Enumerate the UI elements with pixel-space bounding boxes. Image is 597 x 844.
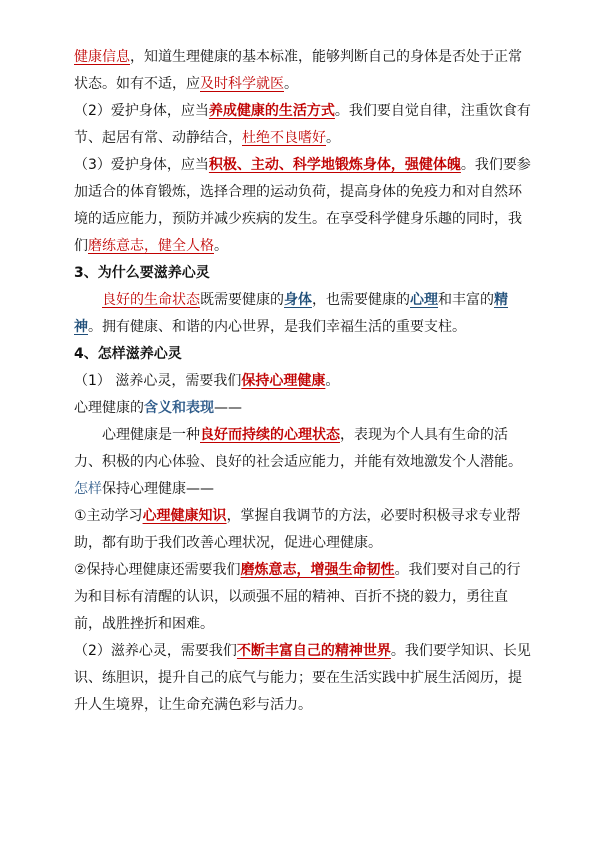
text-segment: 。我们要对自己的行为和目标有清醒的认识，以顽强不屈的精神、百折不挠的毅力，勇往直前，战胜挫折和困难。 [74,562,521,632]
highlight-healthy-lifestyle: 养成健康的生活方式 [208,103,335,119]
text-segment: （1） 滋养心灵，需要我们 [74,373,242,389]
text-segment: 保持心理健康—— [102,481,214,497]
text-segment: 。 [326,130,340,146]
text-segment: （2）爱护身体，应当 [74,103,209,119]
paragraph-care-body-2 [74,98,534,152]
text-segment: 。我们要学知识、长见识、练胆识，提升自己的底气与能力；要在生活实践中扩展生活阅历，提升人生境界，让生命充满色彩与活力。 [74,643,531,713]
text-segment: ，表现为个人具有生命的活力、积极的内心体验、良好的社会适应能力，并能有效地激发个人潜能 [74,427,508,470]
text-segment: 。 [284,76,298,92]
highlight-keep-mental-health: 保持心理健康 [241,373,326,389]
text-segment: ，知道生理健康的基本标准，能够判断自己的身体是否处于正常状态。如有不适，应 [74,49,522,92]
text-segment: 。 [214,238,228,254]
paragraph-how-keep-label [74,476,534,503]
text-segment: 。 [325,373,340,389]
text-segment: ，也需要健康的 [312,292,410,308]
paragraph-why-nourish [74,287,534,341]
highlight-body: 身体 [284,292,312,308]
highlight-spiritual-world: 不断丰富自己的精神世界 [236,643,391,659]
highlight-how: 怎样 [74,481,102,497]
heading-why-nourish-mind: 3、为什么要滋养心灵 [74,265,210,281]
highlight-seek-medical: 及时科学就医 [200,76,284,92]
heading-how-nourish-mind: 4、怎样滋养心灵 [74,346,182,362]
document-page [74,44,534,719]
highlight-good-state: 良好而持续的心理状态 [200,427,340,443]
highlight-resilience: 磨炼意志，增强生命韧性 [240,562,395,578]
paragraph-nourish-1 [74,368,534,395]
paragraph-point-1 [74,503,534,557]
text-segment: 。我们要参加适合的体育锻炼，选择合理的运动负荷，提高身体的免疫力和对自然环境的适应能力，预防并减少疾病的发生。在享受科学健身乐趣的同时，我们 [74,157,531,254]
text-segment: 既需要健康的 [200,292,284,308]
text-segment: 。我们要自觉自律，注重饮食有节、起居有常、动静结合， [74,103,531,146]
highlight-health-info: 健康信息 [74,49,130,65]
text-segment: 。拥有健康、和谐的内心世界，是我们幸福生活的重要支柱。 [88,319,466,335]
highlight-good-life-state: 良好的生命状态 [102,292,200,308]
highlight-no-bad-habits: 杜绝不良嗜好 [242,130,326,146]
highlight-mental-knowledge: 心理健康知识 [142,508,227,524]
highlight-temper-will: 磨练意志，健全人格 [88,238,214,254]
text-segment: —— [214,400,242,416]
text-segment: 心理健康是一种 [102,427,200,443]
text-segment: 和丰富的 [438,292,494,308]
highlight-mind: 心理 [410,292,438,308]
paragraph-definition-label [74,395,534,422]
text-segment: ①主动学习 [74,508,143,524]
text-segment: （3）爱护身体，应当 [74,157,209,173]
paragraph-nourish-2 [74,638,534,719]
text-segment: 。 [508,454,522,470]
highlight-meaning-expression: 含义和表现 [144,400,214,416]
paragraph-health-info [74,44,534,98]
paragraph-point-2 [74,557,534,638]
text-segment: （2）滋养心灵，需要我们 [74,643,237,659]
text-segment: ②保持心理健康还需要我们 [74,562,241,578]
paragraph-care-body-3 [74,152,534,260]
text-segment: ，掌握自我调节的方法，必要时积极寻求专业帮助，都有助于我们改善心理状况，促进心理健康。 [74,508,521,551]
highlight-spirit: 精神 [74,292,508,335]
paragraph-definition [74,422,534,476]
highlight-exercise: 积极、主动、科学地锻炼身体，强健体魄 [208,157,461,173]
text-segment: 心理健康的 [74,400,144,416]
